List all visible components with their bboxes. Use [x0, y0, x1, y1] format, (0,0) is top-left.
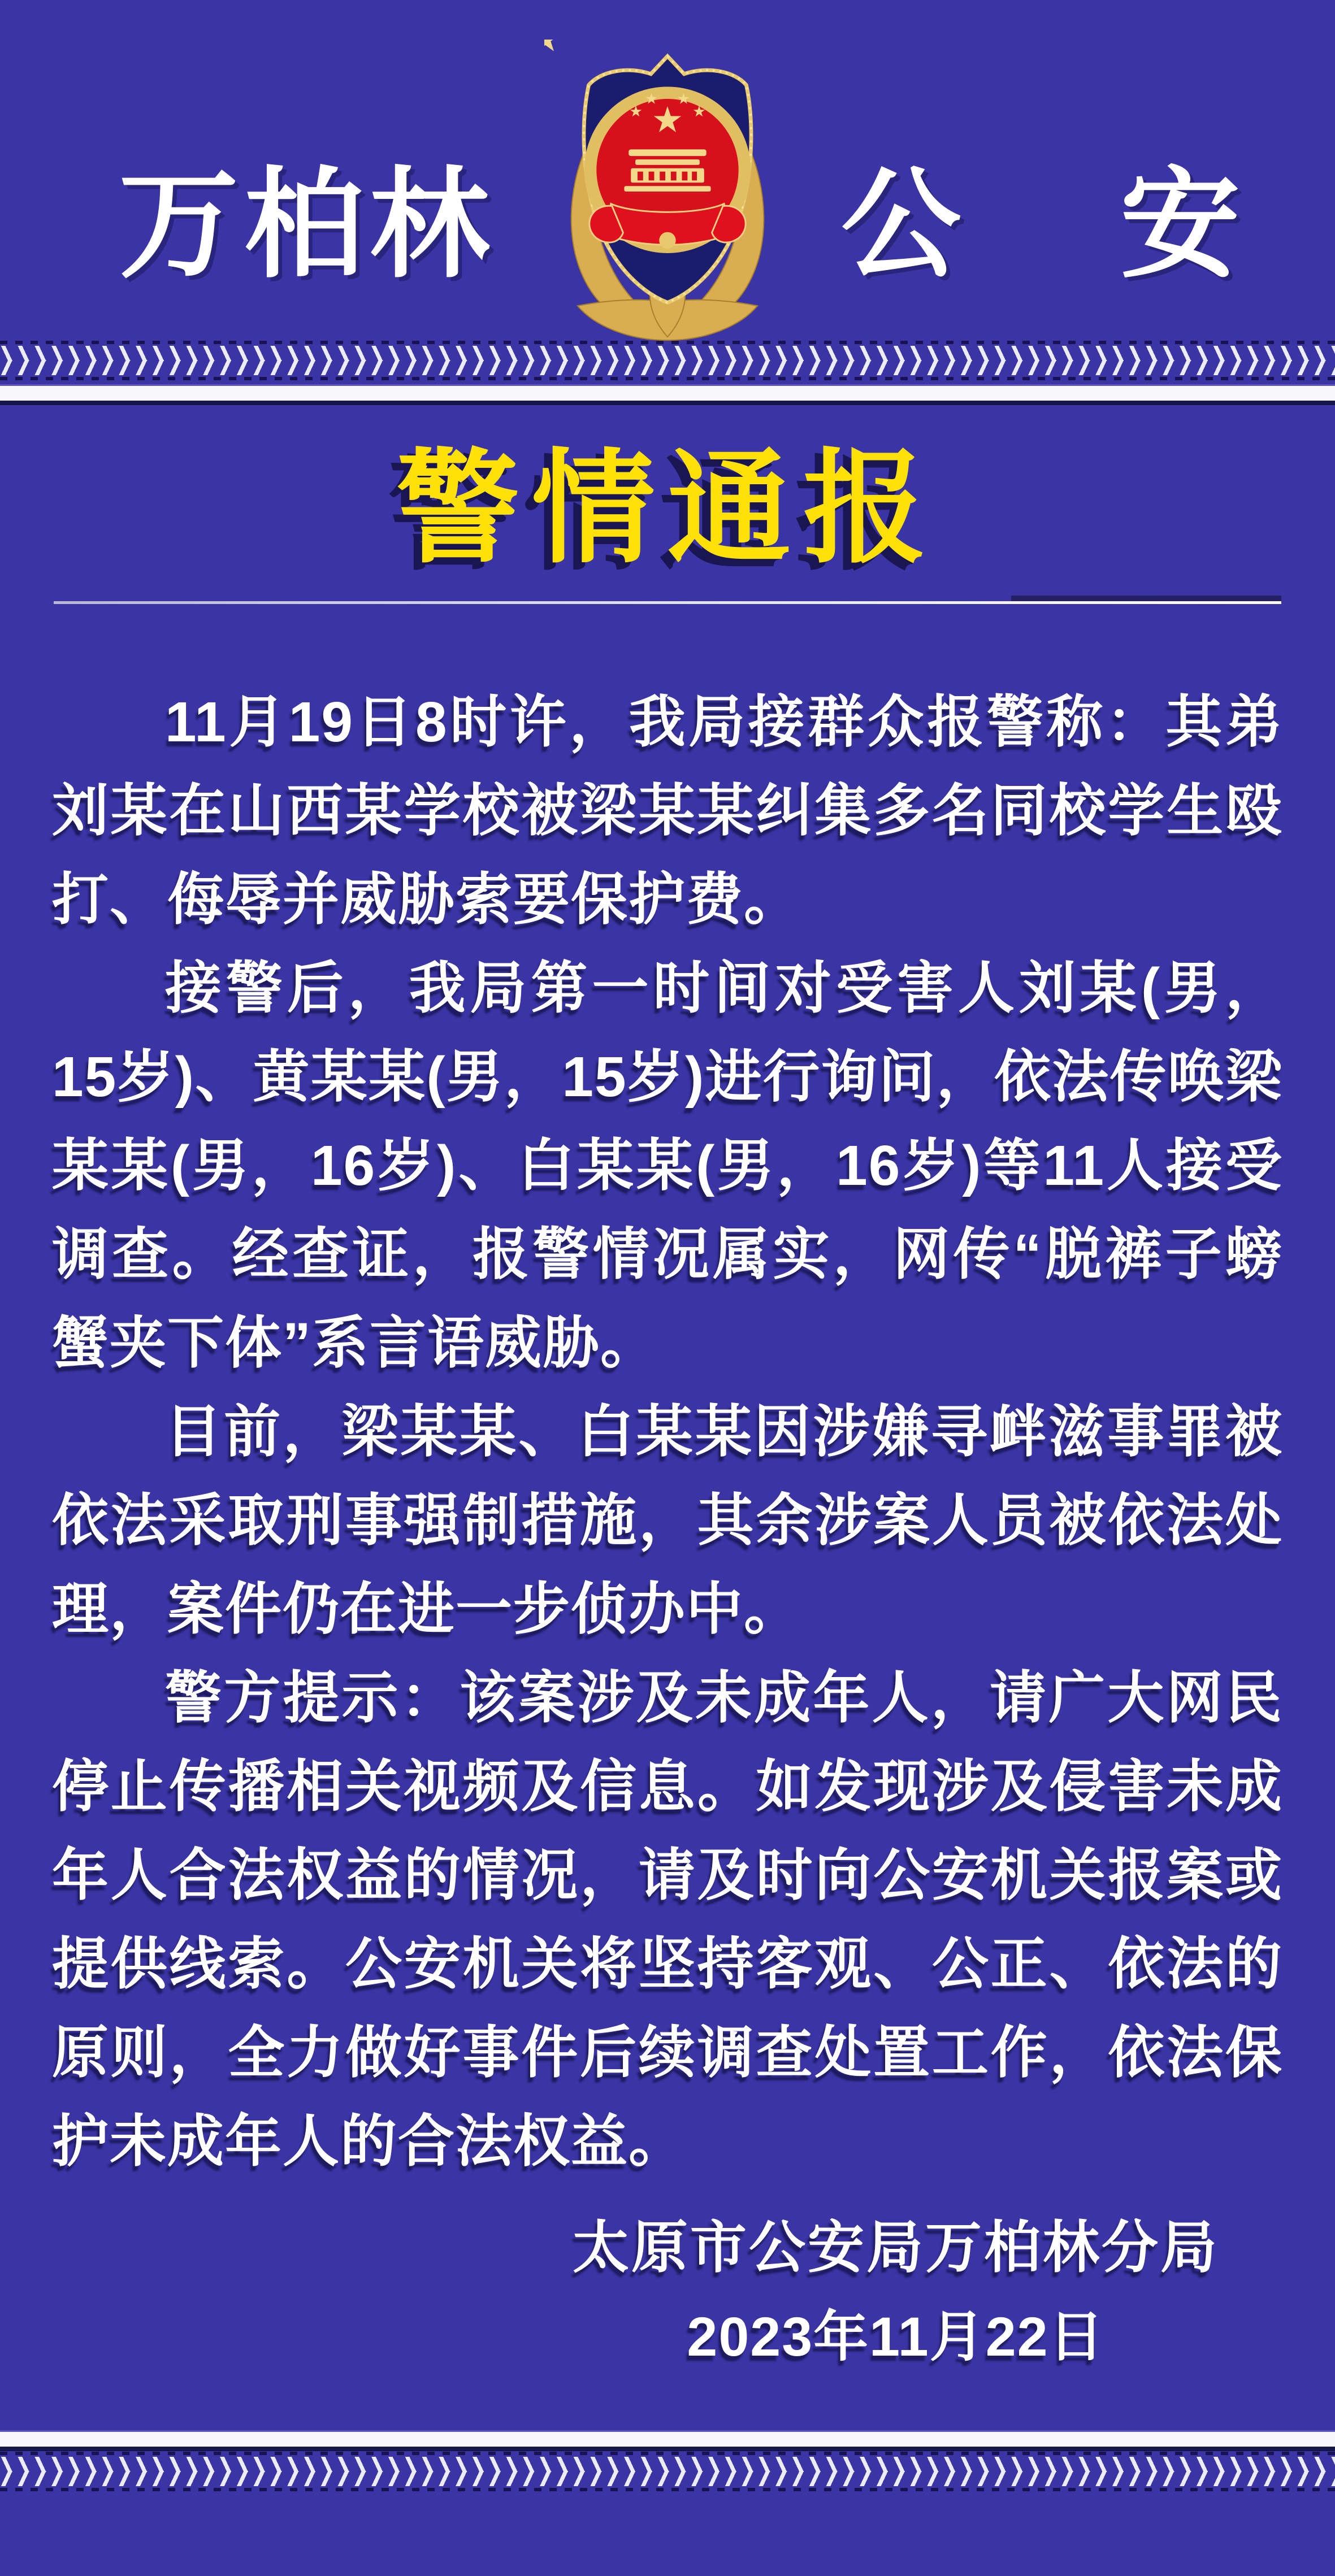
- top-white-stripe: [0, 384, 1335, 405]
- notice-paragraph: 警方提示：该案涉及未成年人，请广大网民停止传播相关视频及信息。如发现涉及侵害未成年人合法权益的情况，请及时向公安机关报案或提供线索。公安机关将坚持客观、公正、依法的原则，全力做好事件后续调查处置工作，依法保护未成年人的合法权益。: [52, 1666, 1283, 2173]
- signature-block: [573, 2204, 1219, 2381]
- bottom-chevron-band: [0, 2457, 1335, 2486]
- badge-knot: [659, 232, 675, 249]
- chinese-police-badge-icon: [544, 40, 791, 345]
- notice-paragraph: 11月19日8时许，我局接群众报警称：其弟刘某在山西某学校被梁某某纠集多名同校学生殴打、侮辱并威胁索要保护费。: [52, 690, 1283, 931]
- notice-body: [52, 678, 1283, 2186]
- header-right-char-gong: 公: [841, 158, 961, 292]
- signature-date: 2023年11月22日: [687, 2306, 1105, 2368]
- top-chevron-band: [0, 346, 1335, 375]
- notice-paragraph: 接警后，我局第一时间对受害人刘某(男，15岁)、黄某某(男，15岁)进行询问，依法传唤梁某某(男，16岁)、白某某(男，16岁)等11人接受调查。经查证，报警情况属实，网传“脱裤子螃蟹夹下体”系言语威胁。: [52, 957, 1283, 1375]
- notice-paragraph: 目前，梁某某、白某某因涉嫌寻衅滋事罪被依法采取刑事强制措施，其余涉案人员被依法处理，案件仍在进一步侦办中。: [52, 1400, 1283, 1641]
- header-left-title: 万柏林: [119, 158, 495, 292]
- title-separator-line: [54, 601, 1281, 604]
- notice-title: 警情通报: [396, 440, 939, 577]
- header-right-char-an: 安: [1120, 158, 1240, 292]
- header-right-title: [841, 158, 1240, 292]
- bottom-white-stripe: [0, 2430, 1335, 2451]
- signature-unit: 太原市公安局万柏林分局: [573, 2216, 1219, 2279]
